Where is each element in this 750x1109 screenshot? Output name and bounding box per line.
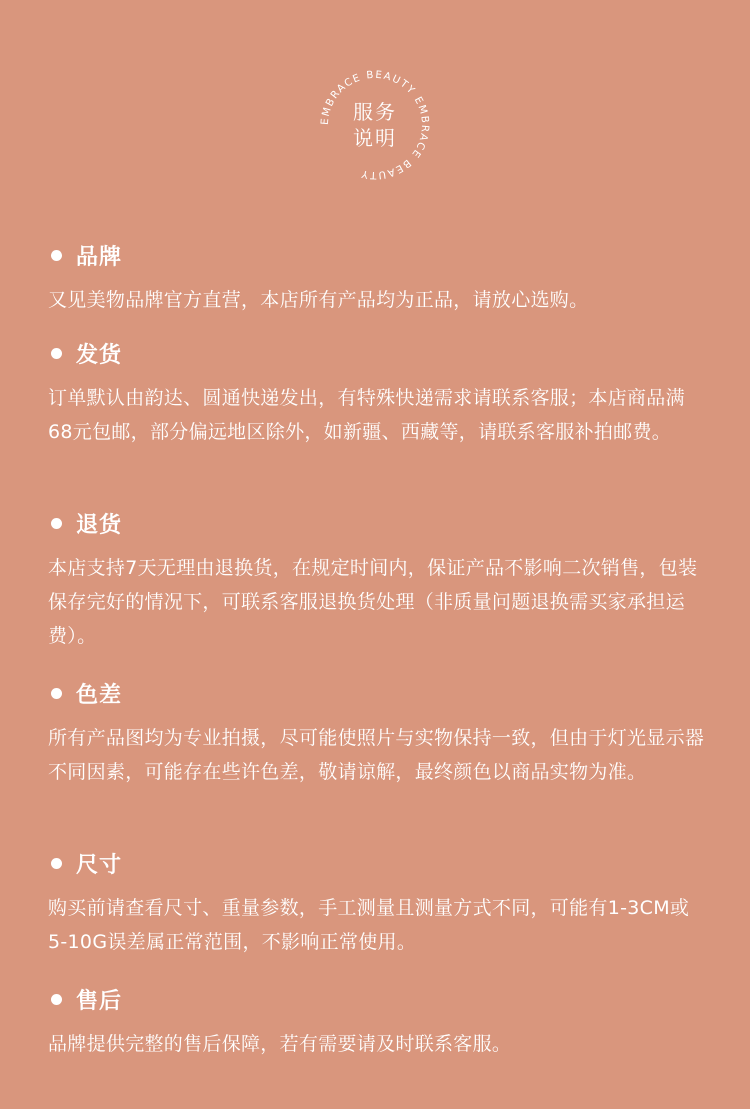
bullet-dot-icon: [51, 688, 62, 699]
badge-ring-text: EMBRACE BEAUTY EMBRACE BEAUTY: [319, 69, 431, 181]
section-title: 售后: [76, 988, 123, 1014]
bullet-dot-icon: [51, 348, 62, 359]
section-heading: [48, 674, 708, 712]
badge-title-line1: 服务: [353, 100, 397, 124]
section-title: 尺寸: [76, 852, 123, 878]
bullet-dot-icon: [51, 518, 62, 529]
section-heading: [48, 334, 708, 372]
section-body: 订单默认由韵达、圆通快递发出，有特殊快递需求请联系客服；本店商品满68元包邮，部分偏远地区除外，如新疆、西藏等，请联系客服补拍邮费。: [48, 387, 685, 443]
section-color-difference: [48, 674, 708, 844]
section-heading: [48, 504, 708, 542]
section-heading: [48, 980, 708, 1018]
section-returns: [48, 504, 708, 674]
section-shipping: [48, 334, 708, 504]
section-body: 本店支持7天无理由退换货，在规定时间内，保证产品不影响二次销售，包装保存完好的情况下，可联系客服退换货处理（非质量问题退换需买家承担运费）。: [48, 557, 698, 647]
section-brand: [48, 236, 708, 334]
section-heading: [48, 844, 708, 882]
section-title: 色差: [76, 682, 123, 708]
section-size: [48, 844, 708, 980]
badge-title-line2: 说明: [353, 126, 397, 150]
section-after-sales: [48, 980, 708, 1078]
section-title: 退货: [76, 512, 123, 538]
section-heading: [48, 236, 708, 274]
service-sections: [48, 236, 708, 1078]
bullet-dot-icon: [51, 858, 62, 869]
bullet-dot-icon: [51, 250, 62, 261]
section-body: 购买前请查看尺寸、重量参数，手工测量且测量方式不同，可能有1-3CM或5-10G误差属正常范围，不影响正常使用。: [48, 897, 690, 953]
section-body: 所有产品图均为专业拍摄，尽可能使照片与实物保持一致，但由于灯光显示器不同因素，可能存在些许色差，敬请谅解，最终颜色以商品实物为准。: [48, 727, 705, 783]
bullet-dot-icon: [51, 994, 62, 1005]
service-badge: [317, 67, 433, 183]
section-body: 又见美物品牌官方直营，本店所有产品均为正品，请放心选购。: [48, 289, 589, 311]
section-title: 品牌: [76, 244, 123, 270]
section-body: 品牌提供完整的售后保障，若有需要请及时联系客服。: [48, 1033, 512, 1055]
section-title: 发货: [76, 342, 123, 368]
